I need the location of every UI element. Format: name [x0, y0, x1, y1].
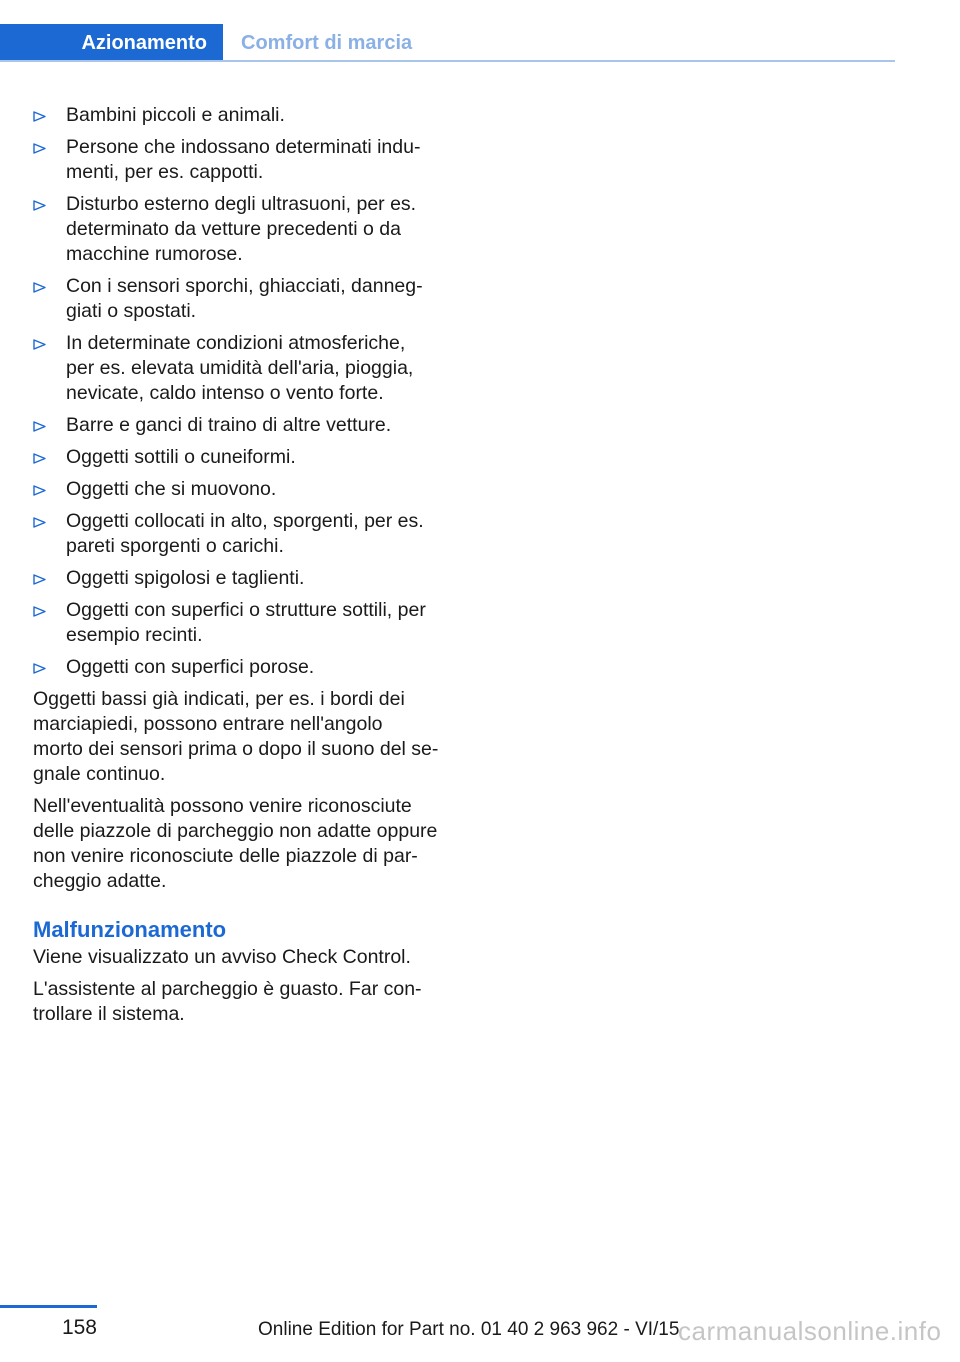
section-paragraph: Viene visualizzato un avviso Check Control.	[33, 946, 411, 968]
list-item	[33, 135, 451, 185]
body-paragraph: Oggetti bassi già indicati, per es. i bordi dei marciapiedi, possono entrare nell'angolo morto dei sensori prima o dopo il suono del se- gnale continuo.	[33, 688, 439, 785]
watermark-text: carmanualsonline.info	[678, 1316, 942, 1346]
list-item-text: Oggetti che si muovono.	[66, 478, 277, 500]
list-item-text: In determinate condizioni atmosferiche, per es. elevata umidità dell'aria, pioggia, nevicate, caldo intenso o vento forte.	[66, 332, 414, 404]
triangle-right-icon	[33, 339, 46, 350]
list-item-text: Oggetti con superfici o strutture sottili, per esempio recinti.	[66, 599, 426, 646]
triangle-right-icon	[33, 421, 46, 432]
chapter-tab-active: Azionamento	[0, 24, 223, 62]
triangle-right-icon	[33, 606, 46, 617]
triangle-right-icon	[33, 143, 46, 154]
list-item-text: Oggetti sottili o cuneiformi.	[66, 446, 296, 468]
list-item	[33, 598, 451, 648]
triangle-right-icon	[33, 574, 46, 585]
triangle-right-icon	[33, 200, 46, 211]
list-item-text: Oggetti collocati in alto, sporgenti, per es. pareti sporgenti o carichi.	[66, 510, 424, 557]
triangle-right-icon	[33, 485, 46, 496]
triangle-right-icon	[33, 282, 46, 293]
section-paragraph: L'assistente al parcheggio è guasto. Far con- trollare il sistema.	[33, 978, 422, 1025]
list-item	[33, 103, 451, 128]
triangle-right-icon	[33, 453, 46, 464]
section-heading: Malfunzionamento	[33, 917, 227, 942]
list-item-text: Con i sensori sporchi, ghiacciati, danneg- giati o spostati.	[66, 275, 423, 322]
list-item	[33, 655, 451, 680]
list-item	[33, 509, 451, 559]
section-paragraphs	[33, 945, 451, 1027]
footer-rule	[0, 1305, 97, 1308]
list-item-text: Bambini piccoli e animali.	[66, 104, 285, 126]
body-paragraph: Nell'eventualità possono venire riconosciute delle piazzole di parcheggio non adatte oppure non venire riconosciute delle piazzole di par- cheggio adatte.	[33, 795, 438, 892]
triangle-right-icon	[33, 111, 46, 122]
header-rule	[0, 60, 895, 62]
page-number: 158	[61, 1316, 97, 1339]
list-item	[33, 192, 451, 267]
triangle-right-icon	[33, 517, 46, 528]
list-item-text: Persone che indossano determinati indu- menti, per es. cappotti.	[66, 136, 421, 183]
triangle-right-icon	[33, 663, 46, 674]
chapter-tab-section: Comfort di marcia	[241, 32, 413, 54]
list-item	[33, 331, 451, 406]
list-item-text: Disturbo esterno degli ultrasuoni, per es. determinato da vetture precedenti o da macchine rumorose.	[66, 193, 417, 265]
list-item	[33, 477, 451, 502]
list-item-text: Oggetti spigolosi e taglienti.	[66, 567, 305, 589]
list-item-text: Barre e ganci di traino di altre vetture.	[66, 414, 392, 436]
list-item	[33, 274, 451, 324]
edition-note: Online Edition for Part no. 01 40 2 963 962 - VI/15	[258, 1319, 680, 1340]
body-paragraphs	[33, 687, 451, 894]
list-item	[33, 413, 451, 438]
page-header	[0, 24, 895, 62]
bullet-list	[33, 103, 451, 680]
list-item-text: Oggetti con superfici porose.	[66, 656, 315, 678]
list-item	[33, 445, 451, 470]
list-item	[33, 566, 451, 591]
page-content	[33, 103, 451, 1034]
